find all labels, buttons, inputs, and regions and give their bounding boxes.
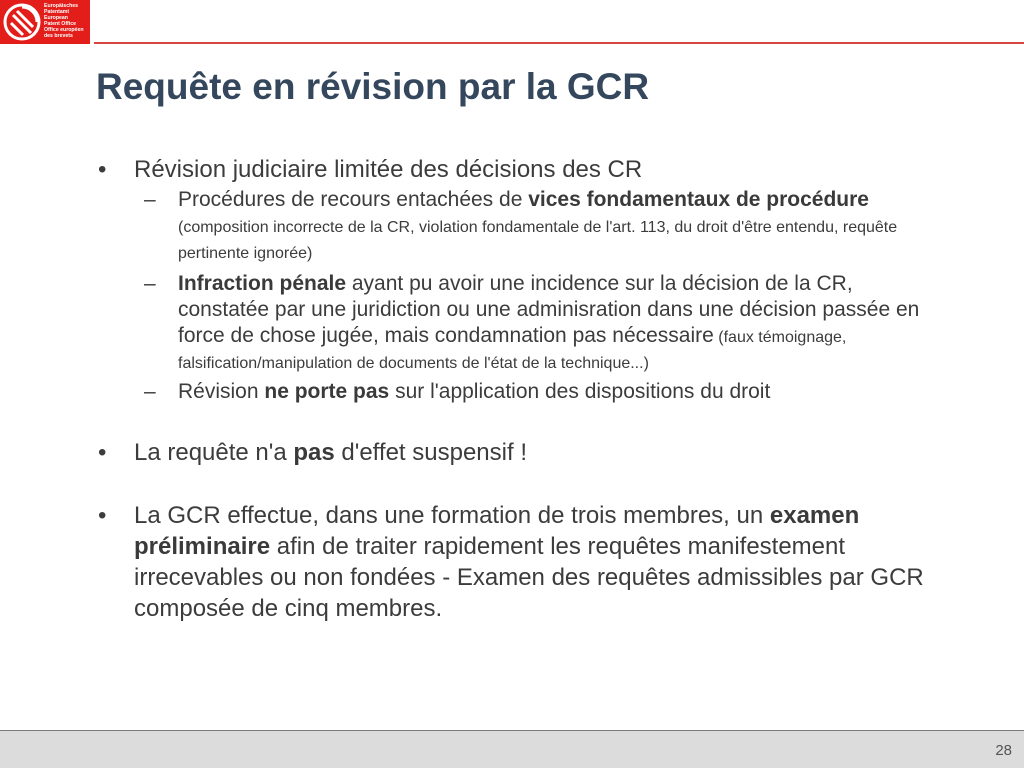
bullet-judicial-review	[96, 154, 946, 185]
epo-logo	[0, 0, 90, 44]
sub-note: (faux témoignage, falsification/manipulation de documents de l'état de la technique...)	[178, 329, 847, 372]
bullet-text: La requête n'a	[134, 439, 294, 466]
bullet-no-suspensive-effect	[96, 437, 946, 468]
sub-text-post: sur l'application des dispositions du droit	[389, 380, 771, 403]
dash-marker: –	[144, 380, 156, 403]
epo-logo-icon	[0, 0, 44, 44]
page-number: 28	[995, 742, 1012, 759]
bullet-text: Révision judiciaire limitée des décisions des CR	[134, 156, 643, 183]
sub-bullet-not-application	[96, 379, 946, 405]
sub-text: ayant pu avoir une incidence sur la décision de la CR, constatée par une juridiction ou une adminisration dans une décision passée en force de chose jugée, mais condamnation pas nécessaire	[178, 272, 920, 347]
bullet-text-post: afin de traiter rapidement les requêtes manifestement irrecevables ou non fondées - Examen des requêtes admissibles par GCR composée de cinq membres.	[134, 533, 924, 622]
sub-bullet-procedural-defects	[96, 187, 946, 265]
sub-note: (composition incorrecte de la CR, violation fondamentale de l'art. 113, du droit d'être entendu, requête pertinente ignorée)	[178, 219, 898, 262]
bullet-text-post: d'effet suspensif !	[334, 439, 527, 466]
bullet-preliminary-exam	[96, 500, 946, 624]
sub-bold: ne porte pas	[264, 380, 390, 403]
bullet-bold: pas	[293, 439, 335, 466]
slide-title: Requête en révision par la GCR	[96, 66, 650, 107]
sub-text: Procédures de recours entachées de	[178, 188, 529, 211]
sub-bold: vices fondamentaux de procédure	[528, 188, 869, 211]
epo-logo-text: Europäisches Patentamt European Patent Office Office européen des brevets	[44, 0, 90, 44]
slide-content	[96, 154, 946, 624]
footer-bar	[0, 730, 1024, 768]
bullet-marker: •	[98, 439, 107, 466]
bullet-text: La GCR effectue, dans une formation de trois membres, un	[134, 502, 770, 529]
sub-bold: Infraction pénale	[178, 272, 347, 295]
dash-marker: –	[144, 272, 156, 295]
bullet-marker: •	[98, 156, 107, 183]
sub-bullet-criminal-offence	[96, 271, 946, 375]
dash-marker: –	[144, 188, 156, 211]
bullet-marker: •	[98, 502, 107, 529]
sub-text: Révision	[178, 380, 265, 403]
header-divider	[94, 42, 1024, 44]
bullet-bold: examen préliminaire	[134, 502, 860, 560]
